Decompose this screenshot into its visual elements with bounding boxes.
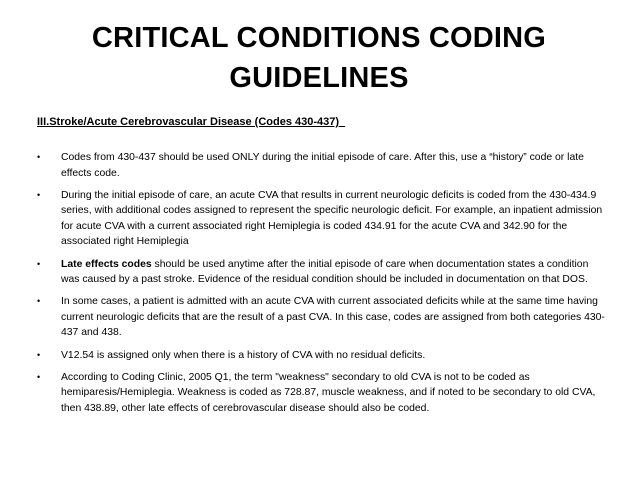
list-item [37, 294, 607, 341]
bullet-text: In some cases, a patient is admitted with an acute CVA with current associated deficits while at the same time having current neurologic deficits that are the result of a past CVA. In this case, codes are assigned from both categories 430-437 and 438. [61, 296, 605, 339]
bullet-icon: • [37, 152, 41, 162]
bullet-emphasis: Late effects codes [61, 258, 152, 270]
bullet-text: should be used anytime after the initial episode of care when documentation states a condition was caused by a past stroke. Evidence of the residual condition should be included in documentation on that DOS. [61, 258, 589, 286]
bullet-icon: • [37, 189, 41, 200]
list-item [37, 257, 607, 288]
slide-title: CRITICAL CONDITIONS CODING GUIDELINES [91, 22, 547, 94]
list-item [37, 370, 607, 417]
bullet-icon: • [37, 296, 41, 307]
list-item [37, 150, 607, 181]
list-item [37, 348, 607, 364]
list-item [37, 188, 607, 250]
bullet-icon: • [37, 258, 41, 269]
bullet-icon: • [37, 371, 41, 382]
bullet-text: According to Coding Clinic, 2005 Q1, the term "weakness" secondary to old CVA is not to be coded as hemiparesis/Hemiplegia. Weakness is coded as 728.87, muscle weakness, and if noted to be secondary to old CVA, then 438.89, other late effects of cerebrovascular disease should also be coded. [61, 371, 596, 414]
bullet-list [37, 150, 607, 423]
bullet-text: During the initial episode of care, an acute CVA that results in current neurologic deficits is coded from the 430-434.9 series, with additional codes assigned to represent the specific neurologic deficit. For example, an inpatient admission for acute CVA with a current associated right Hemiplegia is coded 434.91 for the acute CVA and 342.90 for the associated right Hemiplegia [61, 189, 603, 248]
bullet-text: Codes from 430-437 should be used ONLY during the initial episode of care. After this, use a “history” code or late effects code. [61, 152, 584, 179]
section-heading: III.Stroke/Acute Cerebrovascular Disease (Codes 430-437) [37, 116, 346, 128]
bullet-icon: • [37, 349, 41, 360]
bullet-text: V12.54 is assigned only when there is a history of CVA with no residual deficits. [61, 349, 426, 361]
